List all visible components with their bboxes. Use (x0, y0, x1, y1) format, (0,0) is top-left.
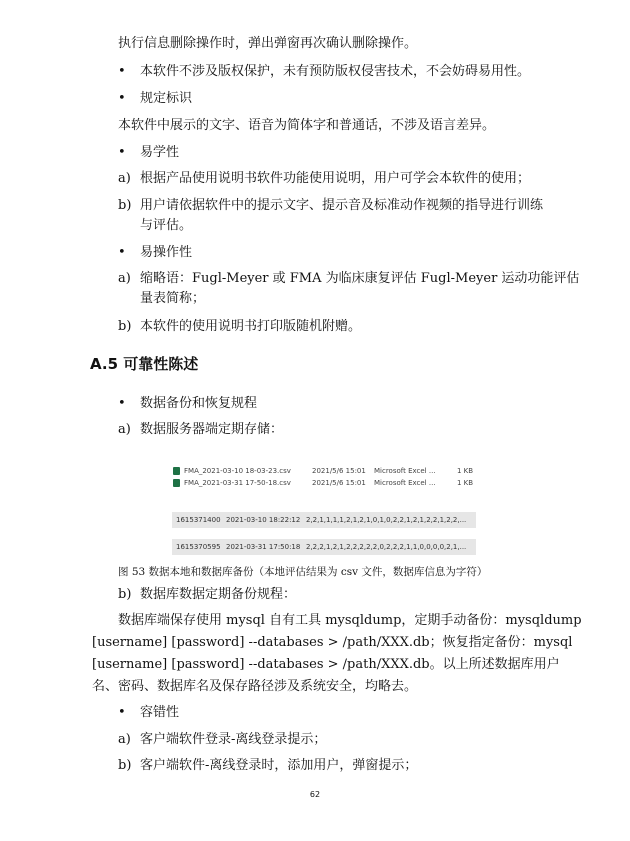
text-line: 数据库端保存使用 mysql 自有工具 mysqldump，定期手动备份：mysqldump (118, 613, 582, 628)
bullet-item: 规定标识 (140, 91, 193, 106)
bullet-item: 本软件不涉及版权保护，未有预防版权侵害技术，不会妨碍易用性。 (140, 64, 531, 79)
list-marker-a: a) (118, 271, 131, 286)
list-item: 本软件的使用说明书打印版随机附赠。 (140, 319, 362, 334)
bullet-marker: • (118, 396, 126, 411)
file-date: 2021/5/6 15:01 (312, 467, 366, 475)
db-id: 1615371400 (176, 516, 221, 524)
file-name: FMA_2021-03-10 18-03-23.csv (184, 467, 291, 475)
bullet-marker: • (118, 705, 126, 720)
text-line: [username] [password] --databases > /path/XXX.db。以上所述数据库用户 (92, 657, 560, 672)
bullet-marker: • (118, 145, 126, 160)
text-line: 名、密码、数据库名及保存路径涉及系统安全，均略去。 (92, 679, 418, 694)
bullet-marker: • (118, 91, 126, 106)
list-marker-b: b) (118, 587, 132, 602)
bullet-item: 易学性 (140, 145, 180, 160)
db-time: 2021-03-10 18:22:12 (226, 516, 301, 524)
list-marker-b: b) (118, 758, 132, 773)
file-row (172, 466, 476, 476)
page-number: 62 (309, 790, 321, 799)
bullet-item: 数据备份和恢复规程 (140, 396, 258, 411)
file-date: 2021/5/6 15:01 (312, 479, 366, 487)
text-line: 执行信息删除操作时，弹出弹窗再次确认删除操作。 (118, 36, 418, 51)
file-name: FMA_2021-03-31 17-50-18.csv (184, 479, 291, 487)
db-values: 2,2,2,1,2,1,2,2,2,2,2,0,2,2,2,1,1,0,0,0,0,2,1,... (306, 543, 467, 551)
list-item-continuation: 量表简称； (140, 291, 206, 306)
list-item: 客户端软件-离线登录时，添加用户，弹窗提示； (140, 758, 418, 773)
file-type: Microsoft Excel ... (374, 467, 436, 475)
file-type: Microsoft Excel ... (374, 479, 436, 487)
excel-file-icon (173, 467, 180, 475)
bullet-item: 容错性 (140, 705, 180, 720)
list-marker-b: b) (118, 198, 132, 213)
text-line: 本软件中展示的文字、语音为简体字和普通话，不涉及语言差异。 (118, 118, 496, 133)
db-values: 2,2,1,1,1,1,2,1,2,1,0,1,0,2,2,1,2,1,2,2,1,2,2,... (306, 516, 467, 524)
text-line: [username] [password] --databases > /path/XXX.db；恢复指定备份：mysql (92, 635, 573, 650)
file-size: 1 KB (457, 479, 474, 487)
db-row (172, 539, 476, 555)
list-marker-b: b) (118, 319, 132, 334)
list-item: 用户请依据软件中的提示文字、提示音及标准动作视频的指导进行训练 (140, 198, 544, 213)
list-item: 数据库数据定期备份规程： (140, 587, 297, 602)
list-item: 缩略语：Fugl-Meyer 或 FMA 为临床康复评估 Fugl-Meyer 运动功能评估 (140, 271, 580, 286)
list-item-continuation: 与评估。 (140, 218, 193, 233)
section-heading: A.5 可靠性陈述 (90, 355, 199, 373)
list-item: 客户端软件登录-离线登录提示； (140, 732, 327, 747)
figure-caption: 图 53 数据本地和数据库备份（本地评估结果为 csv 文件，数据库信息为字符） (118, 566, 488, 578)
list-marker-a: a) (118, 171, 131, 186)
list-item: 数据服务器端定期存储： (140, 422, 284, 437)
db-id: 1615370595 (176, 543, 221, 551)
bullet-marker: • (118, 64, 126, 79)
db-time: 2021-03-31 17:50:18 (226, 543, 301, 551)
list-item: 根据产品使用说明书软件功能使用说明，用户可学会本软件的使用； (140, 171, 531, 186)
bullet-item: 易操作性 (140, 245, 193, 260)
excel-file-icon (173, 479, 180, 487)
file-size: 1 KB (457, 467, 474, 475)
backup-figure (172, 462, 476, 556)
list-marker-a: a) (118, 732, 131, 747)
list-marker-a: a) (118, 422, 131, 437)
bullet-marker: • (118, 245, 126, 260)
file-row (172, 478, 476, 488)
db-row (172, 512, 476, 528)
